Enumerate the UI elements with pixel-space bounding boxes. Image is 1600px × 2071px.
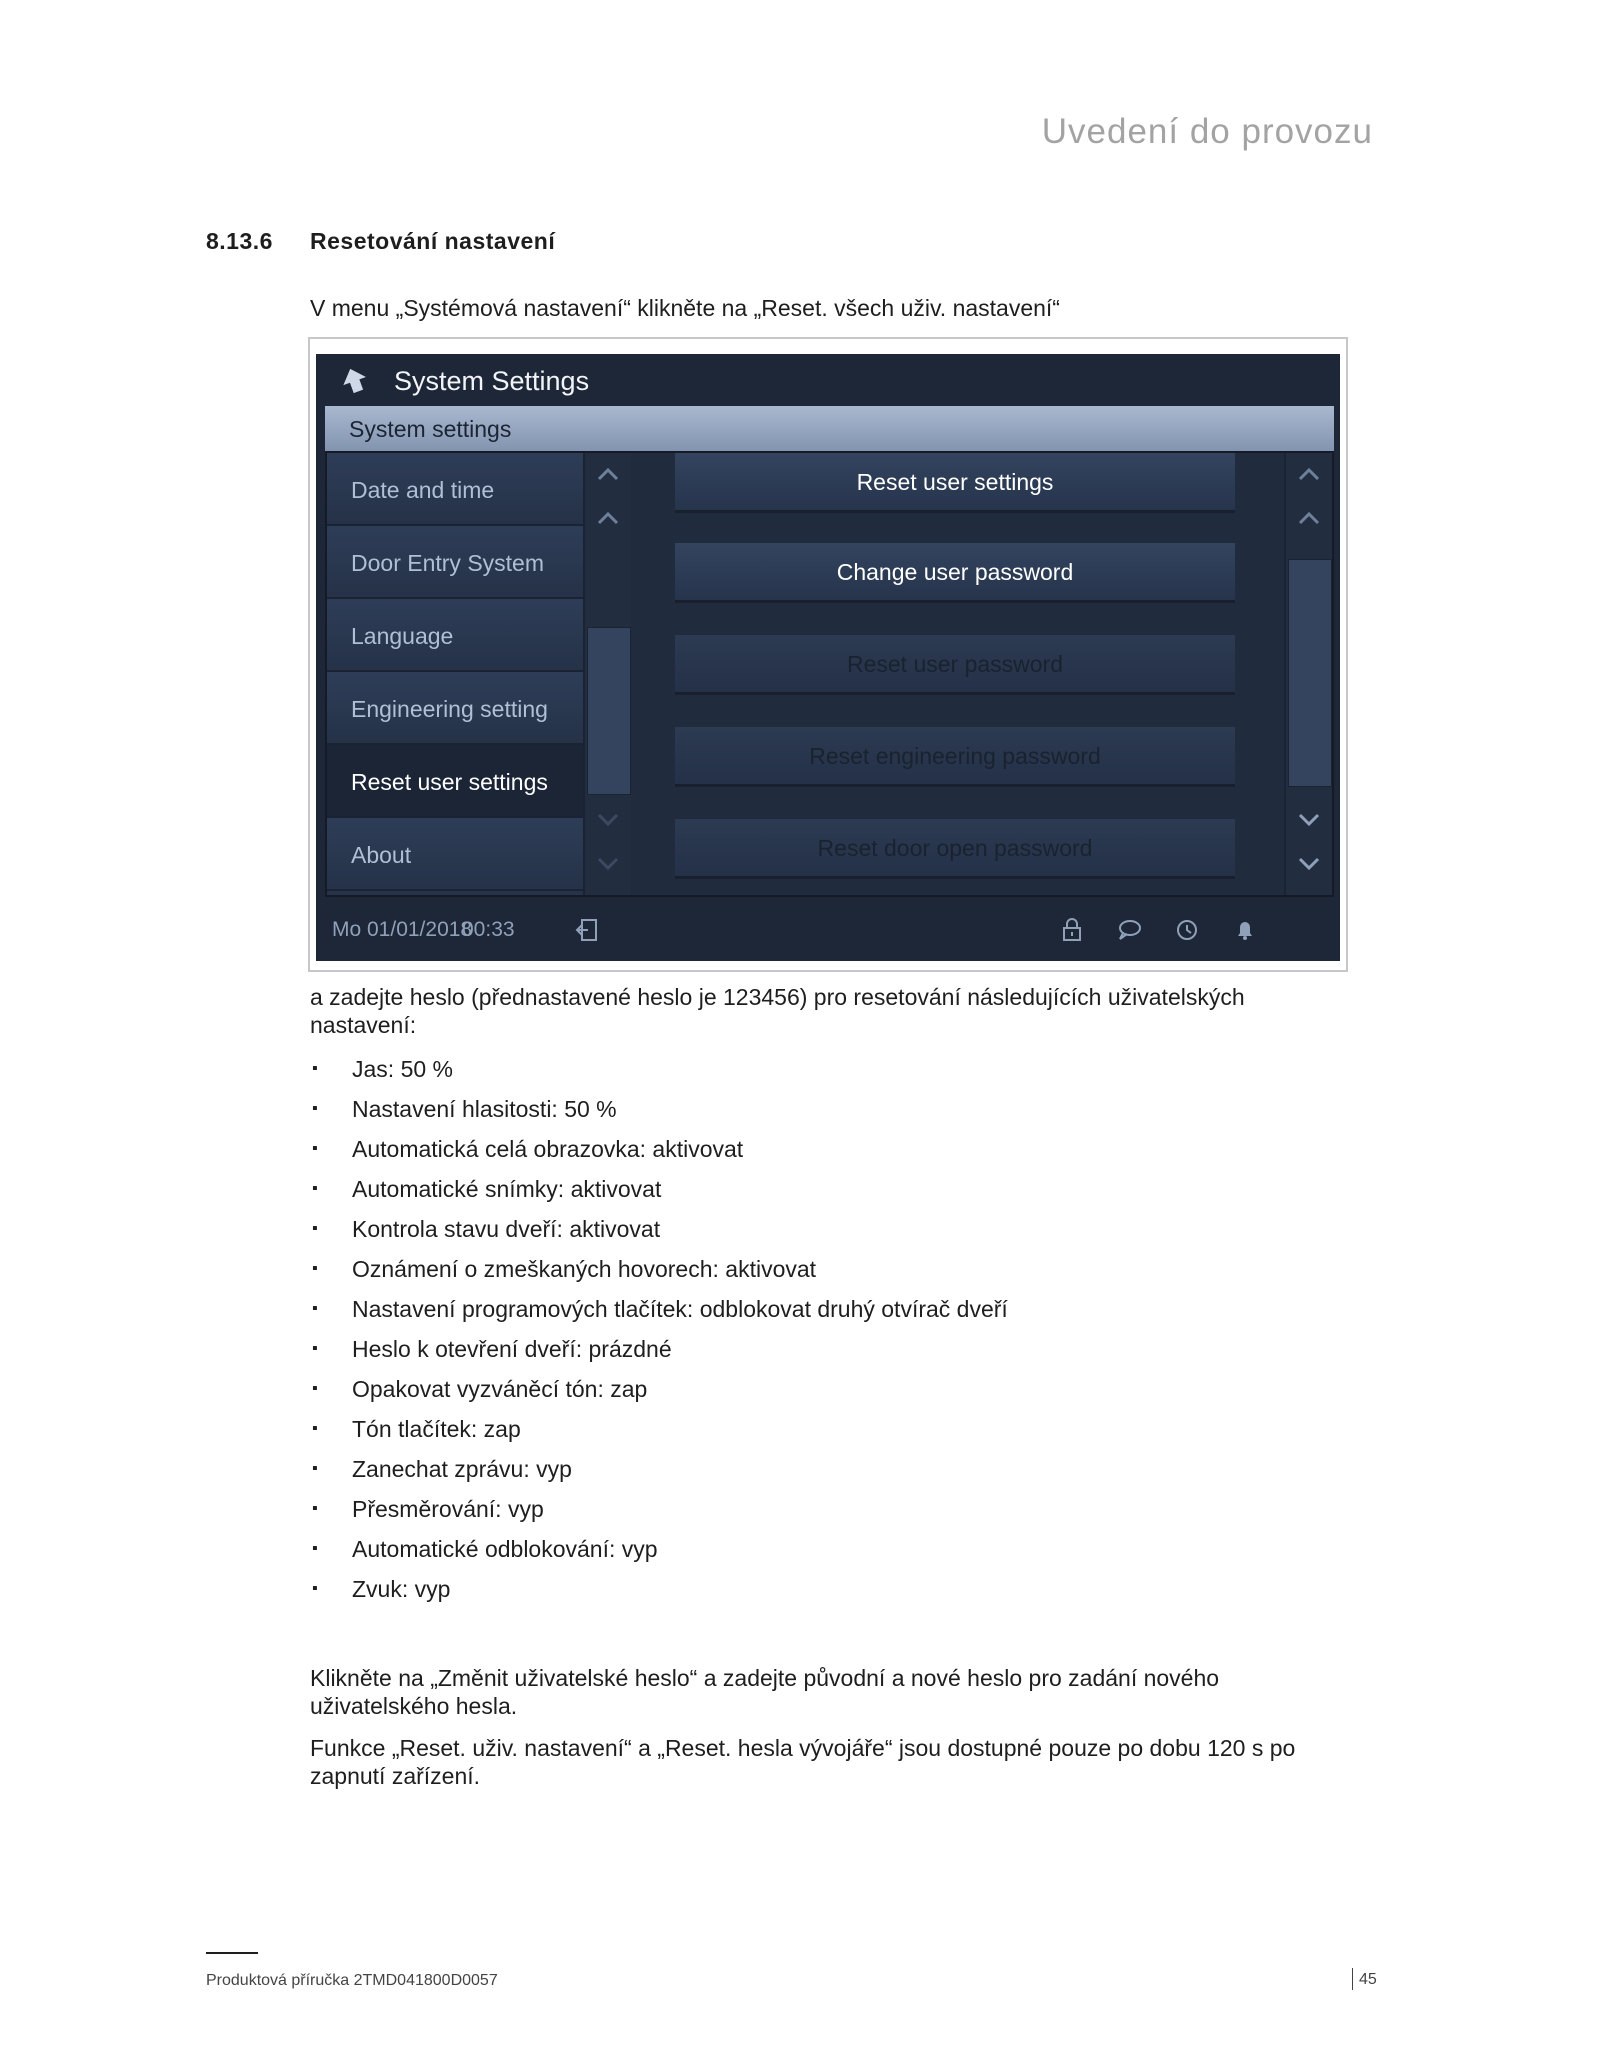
chevron-up-icon[interactable] xyxy=(597,511,619,525)
chevron-down-icon[interactable] xyxy=(597,813,619,827)
list-item: ▪ Tón tlačítek: zap xyxy=(312,1416,521,1442)
list-item: ▪ Nastavení programových tlačítek: odblokovat druhý otvírač dveří xyxy=(312,1296,1008,1322)
list-item: ▪ Oznámení o zmeškaných hovorech: aktivovat xyxy=(312,1256,817,1282)
reset-user-password-button[interactable]: Reset user password xyxy=(675,635,1235,695)
screen-title: System Settings xyxy=(394,366,590,396)
status-time: 00:33 xyxy=(462,918,515,941)
screenshot-frame xyxy=(308,337,1348,972)
list-item: ▪ Nastavení hlasitosti: 50 % xyxy=(312,1096,617,1122)
titlebar xyxy=(316,354,1340,410)
section-title: Resetování nastavení xyxy=(310,228,556,254)
reset-door-open-password-button[interactable]: Reset door open password xyxy=(675,819,1235,879)
menu-scroll-thumb[interactable] xyxy=(587,627,631,795)
reset-user-settings-button[interactable]: Reset user settings xyxy=(675,453,1235,513)
status-bar xyxy=(316,897,1340,961)
bell-icon[interactable] xyxy=(1232,917,1258,943)
menu-item-about[interactable]: About xyxy=(327,818,583,891)
section-heading xyxy=(206,228,555,255)
message-icon[interactable] xyxy=(1116,917,1142,943)
paragraph-change-password: Klikněte na „Změnit uživatelské heslo“ a zadejte původní a nové heslo pro zadání nového uživatelského hesla. xyxy=(310,1665,1220,1719)
chevron-down-icon[interactable] xyxy=(597,857,619,871)
list-item: ▪ Jas: 50 % xyxy=(312,1056,453,1082)
subheader: System settings xyxy=(325,406,1334,451)
reset-settings-list xyxy=(310,1054,1008,1614)
list-item: ▪ Zvuk: vyp xyxy=(312,1576,451,1602)
chevron-up-icon[interactable] xyxy=(1298,467,1320,481)
chevron-down-icon[interactable] xyxy=(1298,857,1320,871)
page-number: 45 xyxy=(1352,1968,1377,1990)
list-item: ▪ Automatické snímky: aktivovat xyxy=(312,1176,662,1202)
actions-scrollbar[interactable] xyxy=(1284,453,1332,895)
list-item: ▪ Zanechat zprávu: vyp xyxy=(312,1456,572,1482)
list-item: ▪ Přesměrování: vyp xyxy=(312,1496,544,1522)
footer-rule xyxy=(206,1952,258,1954)
status-date: Mo 01/01/2018 xyxy=(332,918,473,941)
chevron-up-icon[interactable] xyxy=(597,467,619,481)
list-item: ▪ Heslo k otevření dveří: prázdné xyxy=(312,1336,672,1362)
menu-item-engineering-setting[interactable]: Engineering setting xyxy=(327,672,583,745)
paragraph-availability-note: Funkce „Reset. uživ. nastavení“ a „Reset. hesla vývojáře“ jsou dostupné pouze po dobu 120 s po zapnutí zařízení. xyxy=(310,1735,1296,1789)
settings-panel xyxy=(325,451,1334,897)
menu-list xyxy=(327,453,583,895)
intro-text: V menu „Systémová nastavení“ klikněte na „Reset. všech uživ. nastavení“ xyxy=(310,295,1060,321)
actions-area xyxy=(631,453,1284,895)
list-item: ▪ Opakovat vyzváněcí tón: zap xyxy=(312,1376,648,1402)
chevron-up-icon[interactable] xyxy=(1298,511,1320,525)
menu-item-language[interactable]: Language xyxy=(327,599,583,672)
menu-item-reset-user-settings[interactable]: Reset user settings xyxy=(327,745,583,818)
menu-scrollbar[interactable] xyxy=(583,453,631,895)
history-icon[interactable] xyxy=(1174,917,1200,943)
footer-document-title: Produktová příručka 2TMD041800D0057 xyxy=(206,1972,498,1989)
menu-item-date-and-time[interactable]: Date and time xyxy=(327,453,583,526)
running-header: Uvedení do provozu xyxy=(1041,112,1373,151)
list-item: ▪ Kontrola stavu dveří: aktivovat xyxy=(312,1216,661,1242)
list-item: ▪ Automatické odblokování: vyp xyxy=(312,1536,658,1562)
chevron-down-icon[interactable] xyxy=(1298,813,1320,827)
change-user-password-button[interactable]: Change user password xyxy=(675,543,1235,603)
device-screen xyxy=(316,354,1340,961)
logout-icon[interactable] xyxy=(574,917,600,943)
reset-engineering-password-button[interactable]: Reset engineering password xyxy=(675,727,1235,787)
lock-icon[interactable] xyxy=(1059,917,1085,943)
actions-scroll-thumb[interactable] xyxy=(1288,559,1332,787)
paragraph-password: a zadejte heslo (přednastavené heslo je 123456) pro resetování následujících uživatelských nastavení: xyxy=(310,984,1245,1038)
section-number: 8.13.6 xyxy=(206,228,273,254)
back-icon[interactable] xyxy=(338,365,372,399)
menu-item-door-entry-system[interactable]: Door Entry System xyxy=(327,526,583,599)
list-item: ▪ Automatická celá obrazovka: aktivovat xyxy=(312,1136,744,1162)
